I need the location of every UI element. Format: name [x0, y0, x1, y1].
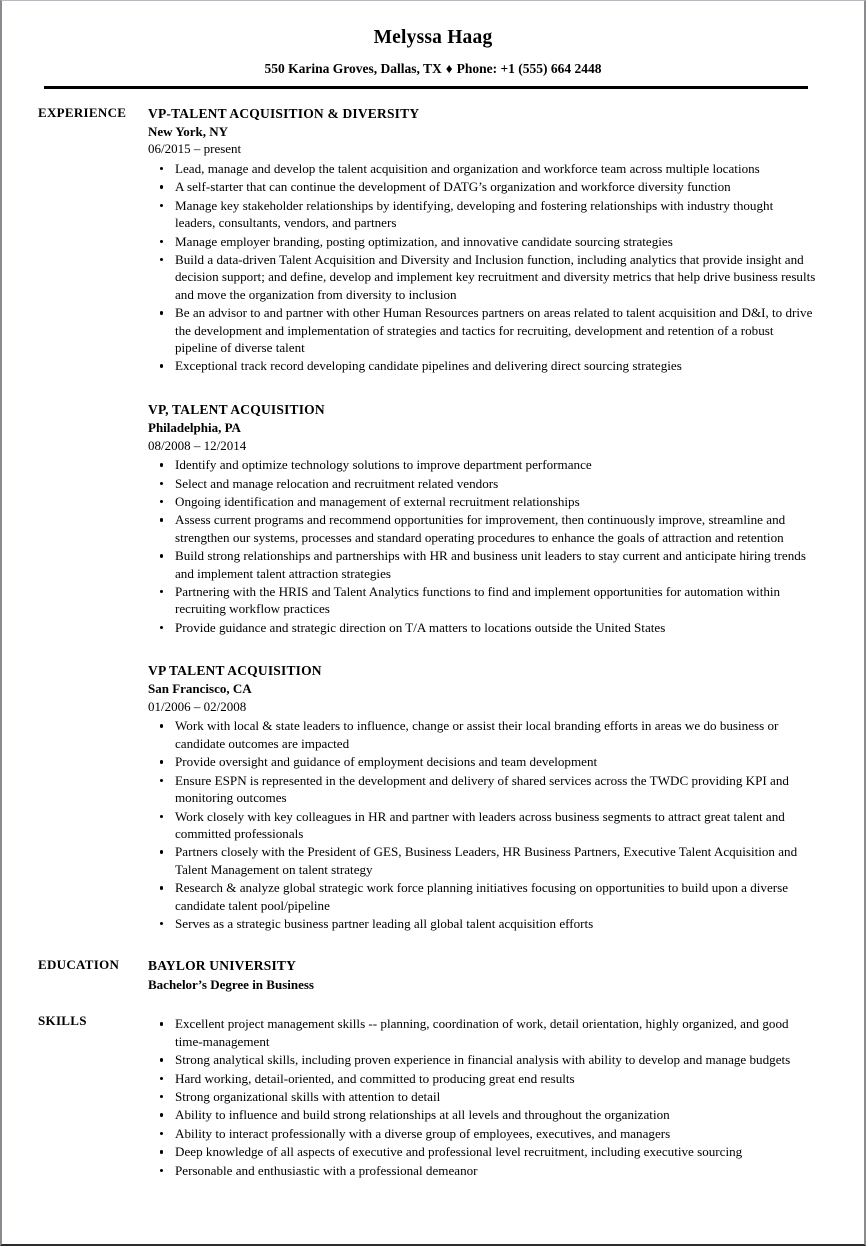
list-item: Build a data-driven Talent Acquisition and Diversity and Inclusion function, including analytics that provide insight and decision support; and define, develop and implement key recruitment and diversity metrics that help drive business results and move the organization from diversity to inclusion	[148, 251, 816, 303]
experience-section	[2, 105, 864, 933]
list-item: Identify and optimize technology solutions to improve department performance	[148, 456, 816, 473]
list-item: Lead, manage and develop the talent acquisition and organization and workforce team across multiple locations	[148, 160, 816, 177]
job-responsibility-list	[148, 717, 816, 932]
job-dates: 06/2015 – present	[148, 141, 242, 157]
school-name: BAYLOR UNIVERSITY	[148, 958, 297, 974]
header-divider	[44, 86, 808, 89]
list-item: Ongoing identification and management of external recruitment relationships	[148, 493, 816, 510]
education-section	[2, 957, 864, 994]
section-label-experience: EXPERIENCE	[38, 104, 127, 120]
resume-header	[2, 27, 864, 89]
list-item: Assess current programs and recommend opportunities for improvement, then continuously improve, streamline and strengthen our systems, processes and standard operating procedures to enhance the goals of attraction and retention	[148, 511, 816, 546]
experience-entry	[148, 105, 816, 375]
contact-address: 550 Karina Groves, Dallas, TX	[264, 61, 442, 77]
job-location: San Francisco, CA	[148, 681, 252, 697]
job-title: VP, TALENT ACQUISITION	[148, 401, 325, 417]
experience-entries	[148, 105, 864, 933]
list-item: Personable and enthusiastic with a professional demeanor	[148, 1162, 816, 1179]
experience-entry	[148, 401, 816, 636]
experience-entry	[148, 662, 816, 932]
job-responsibility-list	[148, 456, 816, 636]
education-entry	[148, 957, 816, 994]
job-title: VP TALENT ACQUISITION	[148, 663, 322, 679]
list-item: Partners closely with the President of GES, Business Leaders, HR Business Partners, Executive Talent Acquisition and Talent Management on talent strategy	[148, 843, 816, 878]
list-item: Research & analyze global strategic work force planning initiatives focusing on opportunities to build upon a diverse candidate talent pool/pipeline	[148, 879, 816, 914]
list-item: Strong organizational skills with attention to detail	[148, 1088, 816, 1105]
candidate-name: Melyssa Haag	[373, 27, 493, 48]
list-item: Excellent project management skills -- planning, coordination of work, detail orientation, highly organized, and good time-management	[148, 1015, 816, 1050]
list-item: Build strong relationships and partnerships with HR and business unit leaders to stay current and anticipate hiring trends and implement talent attraction strategies	[148, 547, 816, 582]
list-item: Hard working, detail-oriented, and committed to producing great end results	[148, 1070, 816, 1087]
list-item: Serves as a strategic business partner leading all global talent acquisition efforts	[148, 915, 816, 932]
degree-name: Bachelor’s Degree in Business	[148, 977, 314, 993]
list-item: Strong analytical skills, including proven experience in financial analysis with ability to develop and manage budgets	[148, 1051, 816, 1068]
list-item: Manage key stakeholder relationships by identifying, developing and fostering relationships with industry thought leaders, consultants, vendors, and partners	[148, 197, 816, 232]
job-dates: 08/2008 – 12/2014	[148, 437, 247, 453]
section-label-skills: SKILLS	[38, 1013, 87, 1029]
section-label-education: EDUCATION	[38, 957, 120, 973]
job-responsibility-list	[148, 160, 816, 375]
list-item: Work with local & state leaders to influence, change or assist their local branding efforts in areas we do business or candidate outcomes are impacted	[148, 717, 816, 752]
list-item: Ensure ESPN is represented in the development and delivery of shared services across the TWDC providing KPI and monitoring outcomes	[148, 772, 816, 807]
list-item: A self-starter that can continue the development of DATG’s organization and workforce diversity function	[148, 178, 816, 195]
diamond-separator-icon: ♦	[445, 61, 453, 77]
list-item: Provide guidance and strategic direction on T/A matters to locations outside the United States	[148, 619, 816, 636]
contact-line	[2, 61, 864, 77]
skills-entries	[148, 1013, 864, 1179]
list-item: Manage employer branding, posting optimization, and innovative candidate sourcing strategies	[148, 233, 816, 250]
education-entries	[148, 957, 864, 994]
job-dates: 01/2006 – 02/2008	[148, 698, 247, 714]
job-location: New York, NY	[148, 123, 229, 139]
list-item: Provide oversight and guidance of employment decisions and team development	[148, 753, 816, 770]
list-item: Be an advisor to and partner with other Human Resources partners on areas related to talent acquisition and D&I, to drive the development and implementation of strategies and tactics for recruiting, development and retention of a robust pipeline of diverse talent	[148, 304, 816, 356]
job-title: VP-TALENT ACQUISITION & DIVERSITY	[148, 105, 420, 121]
list-item: Select and manage relocation and recruitment related vendors	[148, 475, 816, 492]
job-location: Philadelphia, PA	[148, 420, 241, 436]
list-item: Exceptional track record developing candidate pipelines and delivering direct sourcing strategies	[148, 357, 816, 374]
list-item: Ability to influence and build strong relationships at all levels and throughout the organization	[148, 1106, 816, 1123]
skills-section	[2, 1013, 864, 1179]
list-item: Work closely with key colleagues in HR and partner with leaders across business segments to attract great talent and committed professionals	[148, 808, 816, 843]
contact-phone: Phone: +1 (555) 664 2448	[456, 61, 602, 77]
skills-list	[148, 1015, 816, 1179]
list-item: Ability to interact professionally with a diverse group of employees, executives, and managers	[148, 1125, 816, 1142]
list-item: Deep knowledge of all aspects of executive and professional level recruitment, including executive sourcing	[148, 1143, 816, 1160]
list-item: Partnering with the HRIS and Talent Analytics functions to find and implement opportunities for automation within recruiting workflow practices	[148, 583, 816, 618]
